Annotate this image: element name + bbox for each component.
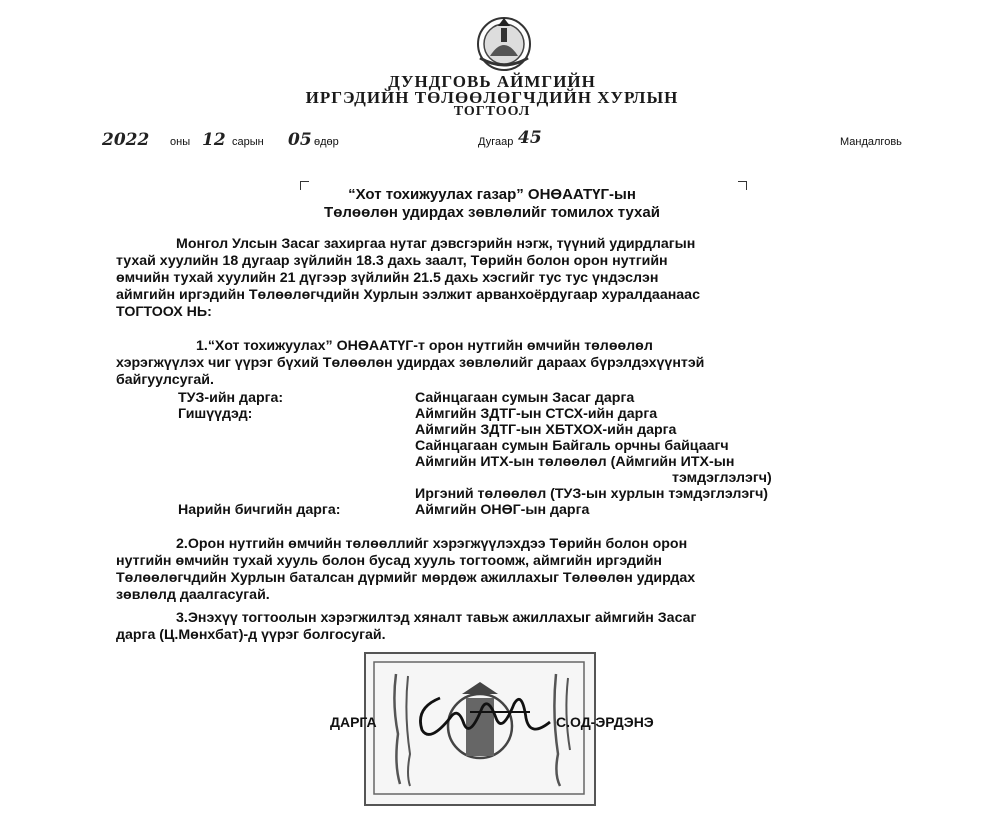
signatory-name: С.ОД-ЭРДЭНЭ (556, 714, 654, 730)
chair-value: Сайнцагаан сумын Засаг дарга (415, 390, 635, 406)
item-2-line: Төлөөлөгчдийн Хурлын баталсан дүрмийг мөрдөж ажиллахыг Төлөөлөн удирдах (116, 570, 696, 586)
preamble-line: Монгол Улсын Засаг захиргаа нутаг дэвсгэрийн нэгж, түүний удирдлагын (176, 236, 696, 252)
secretary-label: Нарийн бичгийн дарга: (178, 502, 341, 518)
member-item-continued: тэмдэглэлэгч) (672, 470, 772, 486)
org-line-1: ДУНДГОВЬ АЙМГИЙН (388, 72, 596, 91)
date-day-suffix: өдөр (314, 136, 339, 148)
member-item: Иргэний төлөөлөл (ТУЗ-ын хурлын тэмдэглэлэгч) (415, 486, 769, 502)
member-item: Аймгийн ЗДТГ-ын СТСХ-ийн дарга (415, 406, 658, 422)
preamble-line: өмчийн тухай хуулийн 21 дүгээр зүйлийн 21.5 дахь хэсгийг тус тус үндэслэн (116, 270, 659, 286)
state-emblem-icon (468, 14, 540, 72)
title-line-1: “Хот тохижуулах газар” ОНӨААТҮГ-ын (348, 186, 636, 203)
number-label: Дугаар (478, 136, 514, 148)
item-2-line: 2.Орон нутгийн өмчийн төлөөллийг хэрэгжүүлэхдээ Төрийн болон орон (176, 536, 688, 552)
member-item: Аймгийн ИТХ-ын төлөөлөл (Аймгийн ИТХ-ын (415, 454, 735, 470)
item-2-line: нутгийн өмчийн тухай хууль болон бусад хууль тогтоомж, аймгийн иргэдийн (116, 553, 662, 569)
date-day: 05 (288, 130, 312, 150)
member-item: Аймгийн ЗДТГ-ын ХБТХОХ-ийн дарга (415, 422, 677, 438)
date-month: 12 (202, 130, 226, 150)
date-year-suffix: оны (170, 136, 191, 148)
chair-label: ТУЗ-ийн дарга: (178, 390, 284, 406)
preamble-line: тухай хуулийн 18 дугаар зүйлийн 18.3 дахь заалт, Төрийн болон орон нутгийн (116, 253, 668, 269)
preamble-line: ТОГТООХ НЬ: (116, 304, 212, 320)
preamble-line: аймгийн иргэдийн Төлөөлөгчдийн Хурлын ээлжит арванхоёрдугаар хуралдаанаас (116, 287, 700, 303)
date-row (100, 128, 930, 154)
date-year: 2022 (102, 130, 150, 150)
item-2-line: зөвлөлд даалгасугай. (116, 587, 270, 603)
document-number: 45 (518, 128, 542, 148)
members-label: Гишүүдэд: (178, 406, 253, 422)
member-item: Сайнцагаан сумын Байгаль орчны байцаагч (415, 438, 729, 454)
item-3-line: дарга (Ц.Мөнхбат)-д үүрэг болгосугай. (116, 627, 386, 643)
item-1-line: хэрэгжүүлэх чиг үүрэг бүхий Төлөөлөн удирдах зөвлөлийг дараах бүрэлдэхүүнтэй (116, 355, 705, 371)
item-1-line: байгуулсугай. (116, 372, 214, 388)
title-line-2: Төлөөлөн удирдах зөвлөлийг томилох тухай (324, 204, 660, 221)
signatory-title: ДАРГА (330, 714, 377, 730)
org-line-2: ИРГЭДИЙН ТӨЛӨӨЛӨГЧДИЙН ХУРЛЫН (305, 88, 679, 107)
secretary-value: Аймгийн ОНӨГ-ын дарга (415, 502, 590, 518)
date-month-suffix: сарын (232, 136, 264, 148)
item-1-line: 1.“Хот тохижуулах” ОНӨААТҮГ-т орон нутгийн өмчийн төлөөлөл (196, 338, 653, 354)
handwritten-signature (410, 688, 560, 748)
item-3-line: 3.Энэхүү тогтоолын хэрэгжилтэд хяналт тавьж ажиллахыг аймгийн Засаг (176, 610, 697, 626)
place-name: Мандалговь (840, 136, 902, 148)
document-type: ТОГТООЛ (453, 104, 531, 119)
